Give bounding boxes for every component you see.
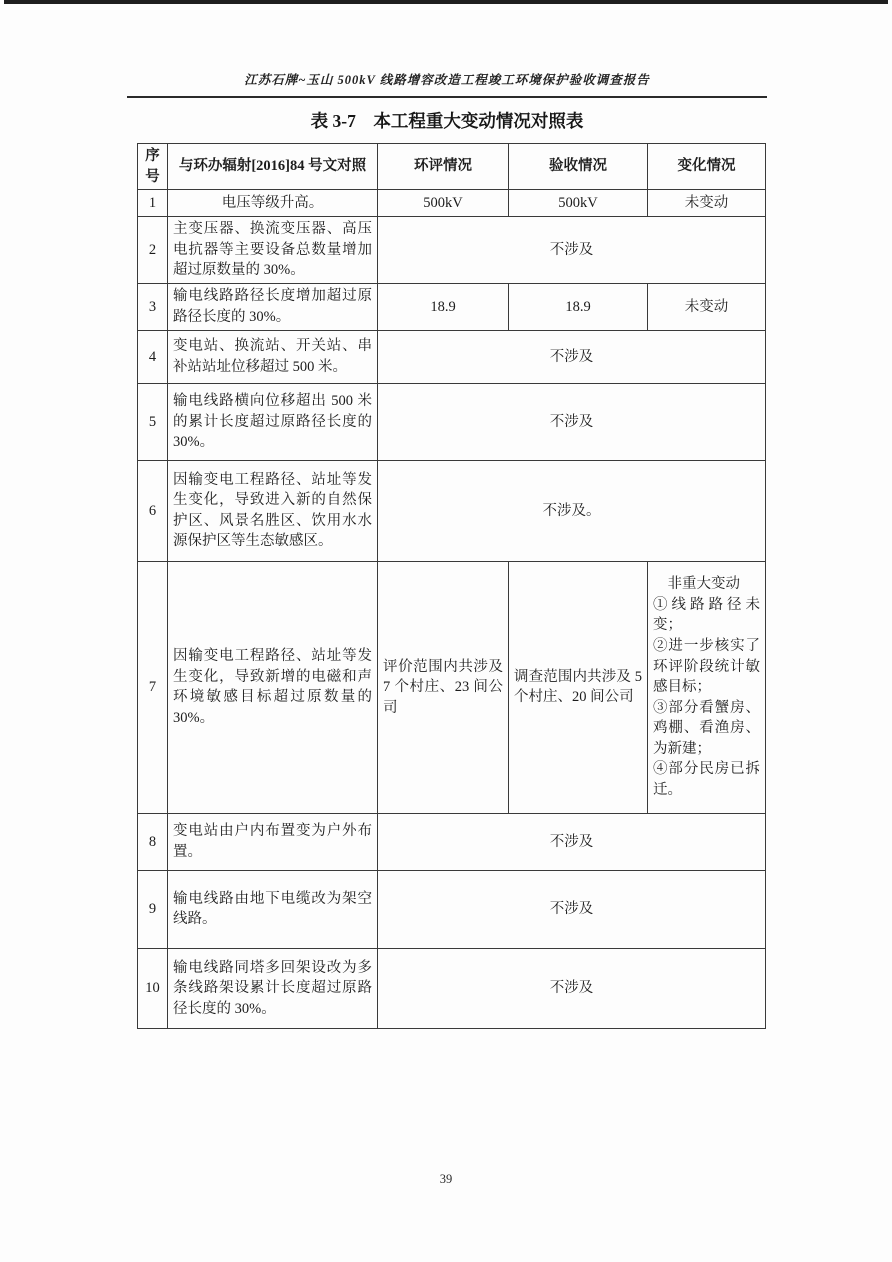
- acceptance-cell: 500kV: [509, 190, 648, 217]
- table-row: [138, 460, 766, 561]
- seq-cell: 7: [138, 561, 168, 813]
- change-line: 非重大变动: [667, 576, 740, 593]
- item-cell: 因输变电工程路径、站址等发生变化，导致进入新的自然保护区、风景名胜区、饮用水水源保护区等生态敏感区。: [168, 460, 378, 561]
- seq-cell: 4: [138, 330, 168, 383]
- seq-cell: 5: [138, 383, 168, 460]
- column-header-acceptance: 验收情况: [509, 144, 648, 190]
- seq-cell: 10: [138, 948, 168, 1028]
- seq-cell: 8: [138, 813, 168, 870]
- item-cell: 输电线路同塔多回架设改为多条线路架设累计长度超过原路径长度的 30%。: [168, 948, 378, 1028]
- seq-cell: 3: [138, 283, 168, 330]
- item-cell: 变电站由户内布置变为户外布置。: [168, 813, 378, 870]
- column-header-seq: 序号: [138, 144, 168, 190]
- header-divider: [127, 96, 767, 98]
- table-row: [138, 190, 766, 217]
- eia-cell: 评价范围内共涉及 7 个村庄、23 间公司: [378, 561, 509, 813]
- seq-cell: 6: [138, 460, 168, 561]
- table-row: [138, 561, 766, 813]
- table-row: [138, 217, 766, 284]
- merged-status-cell: 不涉及: [378, 383, 766, 460]
- merged-status-cell: 不涉及: [378, 813, 766, 870]
- table-header-row: [138, 144, 766, 190]
- scan-edge-artifact: [4, 0, 888, 4]
- table-row: [138, 813, 766, 870]
- table-title: 表 3-7 本工程重大变动情况对照表: [310, 111, 584, 131]
- change-line: ④部分民房已拆迁。: [653, 761, 760, 798]
- table-row: [138, 383, 766, 460]
- merged-status-cell: 不涉及: [378, 948, 766, 1028]
- acceptance-cell: 18.9: [509, 283, 648, 330]
- merged-status-cell: 不涉及: [378, 870, 766, 948]
- item-cell: 输电线路横向位移超出 500 米的累计长度超过原路径长度的 30%。: [168, 383, 378, 460]
- table-row: [138, 330, 766, 383]
- table-row: [138, 283, 766, 330]
- column-header-eia: 环评情况: [378, 144, 509, 190]
- eia-cell: 18.9: [378, 283, 509, 330]
- item-cell: 主变压器、换流变压器、高压电抗器等主要设备总数量增加超过原数量的 30%。: [168, 217, 378, 284]
- acceptance-cell: 调查范围内共涉及 5 个村庄、20 间公司: [509, 561, 648, 813]
- table-row: [138, 948, 766, 1028]
- eia-cell: 500kV: [378, 190, 509, 217]
- column-header-change: 变化情况: [648, 144, 766, 190]
- change-cell: 未变动: [648, 283, 766, 330]
- item-cell: 因输变电工程路径、站址等发生变化，导致新增的电磁和声环境敏感目标超过原数量的 30%。: [168, 561, 378, 813]
- table-row: [138, 870, 766, 948]
- item-cell: 变电站、换流站、开关站、串补站站址位移超过 500 米。: [168, 330, 378, 383]
- change-line: ③部分看蟹房、鸡棚、看渔房、为新建；: [653, 699, 760, 757]
- item-cell: 电压等级升高。: [168, 190, 378, 217]
- item-cell: 输电线路路径长度增加超过原路径长度的 30%。: [168, 283, 378, 330]
- seq-cell: 1: [138, 190, 168, 217]
- item-cell: 输电线路由地下电缆改为架空线路。: [168, 870, 378, 948]
- change-cell: 未变动: [648, 190, 766, 217]
- merged-status-cell: 不涉及: [378, 217, 766, 284]
- merged-status-cell: 不涉及: [378, 330, 766, 383]
- change-line: ②进一步核实了环评阶段统计敏感目标；: [653, 637, 760, 696]
- change-line: ①线路路径未变；: [653, 596, 760, 634]
- merged-status-cell: 不涉及。: [378, 460, 766, 561]
- page-number: 39: [439, 1172, 453, 1186]
- major-change-comparison-table: [137, 143, 766, 1029]
- seq-cell: 9: [138, 870, 168, 948]
- column-header-item: 与环办辐射[2016]84 号文对照: [168, 144, 378, 190]
- change-detail-cell: [648, 561, 766, 813]
- running-header: 江苏石牌~玉山 500kV 线路增容改造工程竣工环境保护验收调查报告: [244, 73, 650, 87]
- seq-cell: 2: [138, 217, 168, 284]
